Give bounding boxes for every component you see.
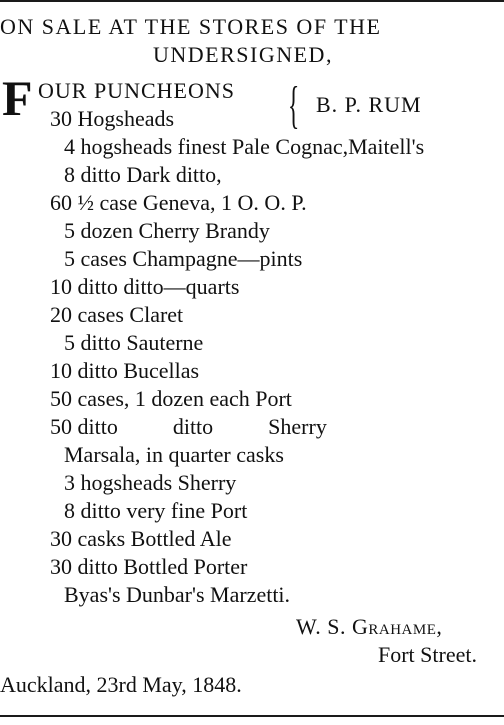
signature-name: W. S. Grahame, xyxy=(296,614,443,639)
item-line: 4 hogsheads finest Pale Cognac,Maitell's xyxy=(64,134,425,159)
item-line: 20 cases Claret xyxy=(50,302,184,327)
second-item-text: 30 Hogsheads xyxy=(50,106,175,131)
item-line: 50 ditto ditto Sherry xyxy=(50,414,327,439)
heading-line-1: ON SALE AT THE STORES OF THE xyxy=(0,14,382,39)
item-line: 5 ditto Sauterne xyxy=(64,330,204,355)
item-line: 3 hogsheads Sherry xyxy=(64,470,237,495)
heading-line-2: UNDERSIGNED, xyxy=(153,42,333,67)
bottom-rule xyxy=(0,715,504,717)
item-line: Marsala, in quarter casks xyxy=(64,442,284,467)
item-line: 8 ditto very fine Port xyxy=(64,498,248,523)
item-line: 50 cases, 1 dozen each Port xyxy=(50,386,292,411)
item-line: 5 cases Champagne—pints xyxy=(64,246,303,271)
top-rule xyxy=(0,0,504,2)
signature-address: Fort Street. xyxy=(378,642,477,667)
item-line: 5 dozen Cherry Brandy xyxy=(64,218,270,243)
dateline: Auckland, 23rd May, 1848. xyxy=(0,672,242,697)
item-line: 30 casks Bottled Ale xyxy=(50,526,232,551)
item-line: 10 ditto ditto—quarts xyxy=(50,274,240,299)
item-line: 30 ditto Bottled Porter xyxy=(50,554,248,579)
first-item-text: OUR PUNCHEONS xyxy=(38,78,235,103)
item-line: 8 ditto Dark ditto, xyxy=(64,162,222,187)
item-line: 10 ditto Bucellas xyxy=(50,358,200,383)
brace-icon: { xyxy=(288,77,300,134)
item-line: Byas's Dunbar's Marzetti. xyxy=(64,582,291,607)
brace-group-label: B. P. RUM xyxy=(316,92,422,117)
item-line: 60 ½ case Geneva, 1 O. O. P. xyxy=(50,190,307,215)
drop-cap: F xyxy=(2,70,33,126)
